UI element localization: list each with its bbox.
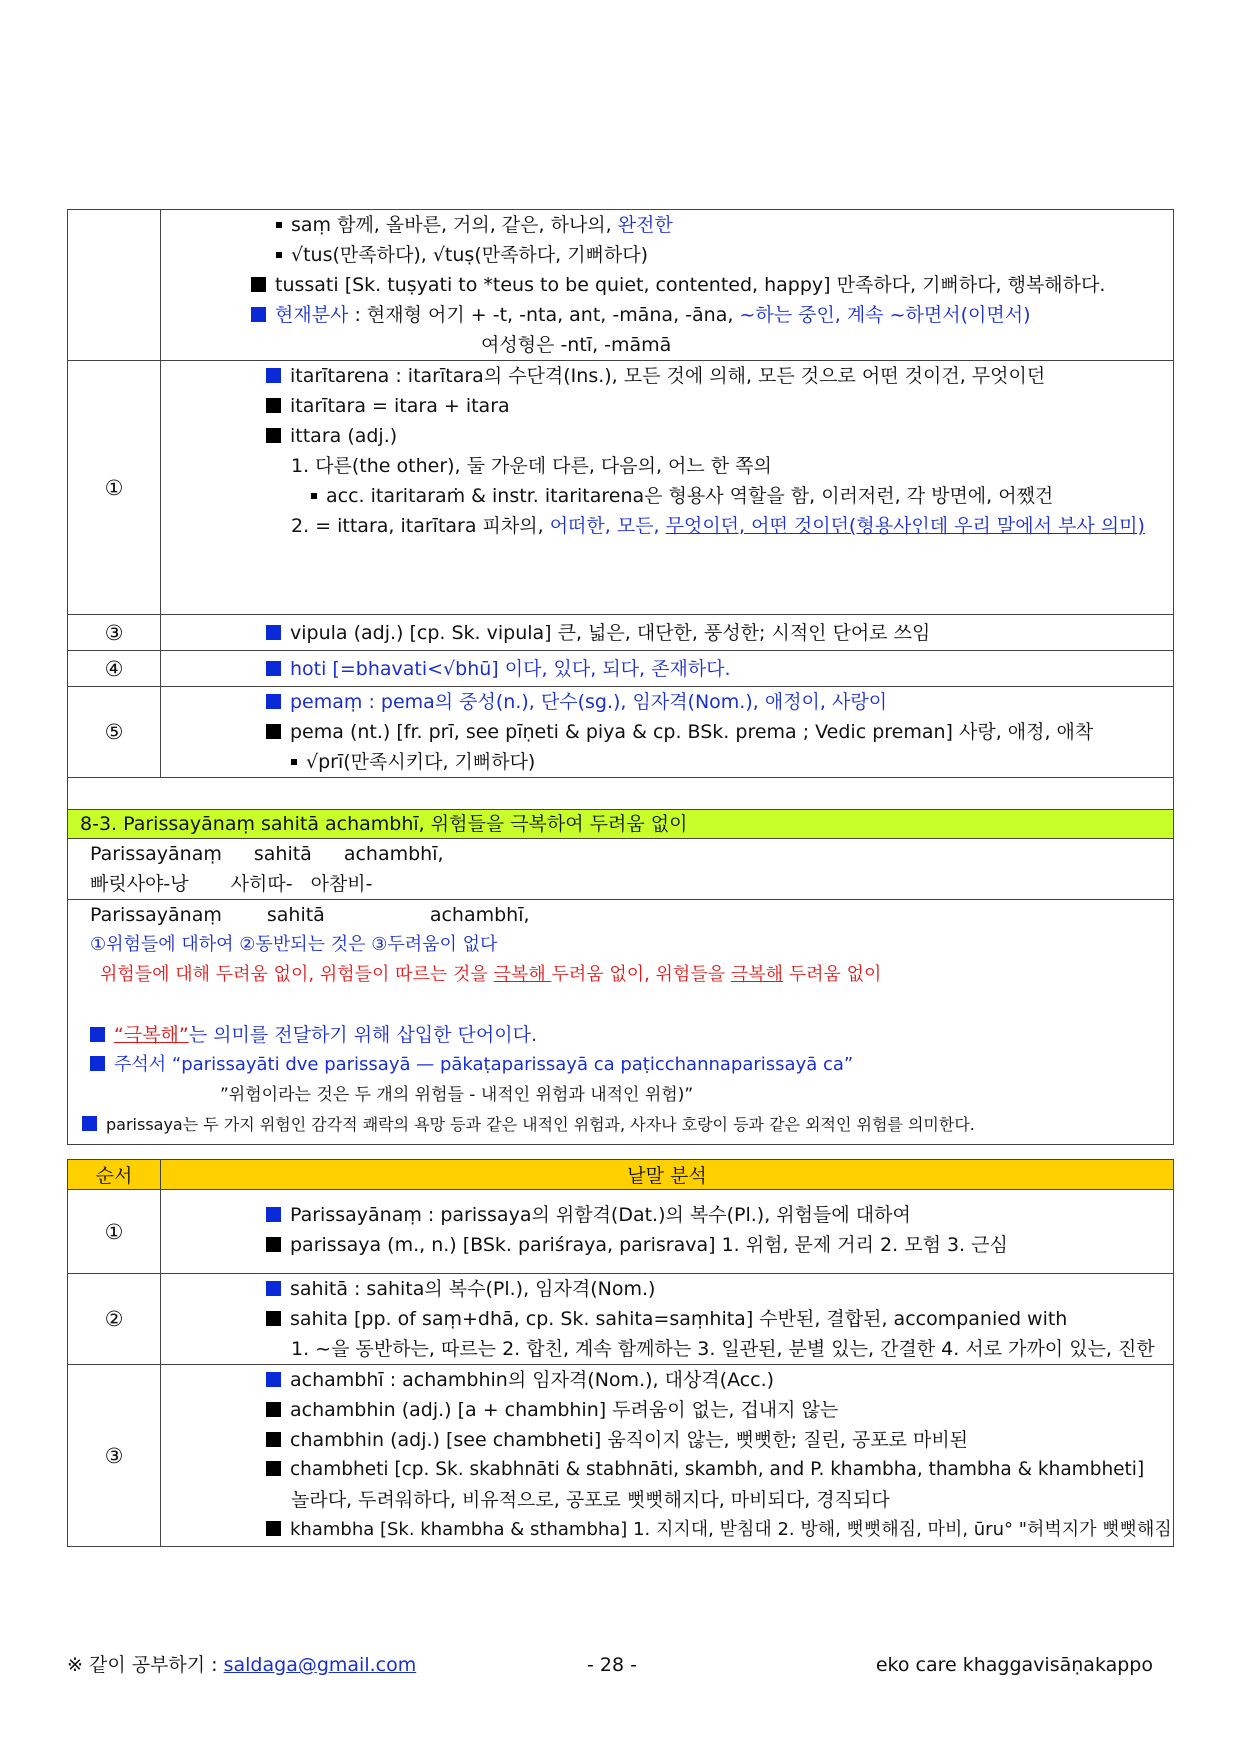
bullet-square-icon	[266, 1432, 281, 1447]
entry-line: hoti [=bhavati<√bhū] 이다, 있다, 되다, 존재하다.	[266, 654, 1173, 684]
korean-pronunciation: 빠릿사야-낭 사히따- 아참비-	[90, 873, 373, 895]
bullet-square-icon	[90, 1056, 105, 1071]
bullet-square-icon	[266, 1237, 281, 1252]
spacer-row	[68, 778, 1174, 810]
bullet-dot-icon	[311, 493, 317, 499]
word-gloss: ①위험들에 대하여 ②동반되는 것은 ③두려움이 없다	[90, 934, 498, 955]
section-header-row	[68, 810, 1174, 839]
content-cell	[161, 1274, 1174, 1365]
entry-line: achambhī : achambhin의 임자격(Nom.), 대상격(Acc.)	[266, 1365, 1173, 1395]
content-cell	[161, 651, 1174, 687]
entry-line: acc. itaritaraṁ & instr. itaritarena은 형용사 역할을 함, 이러저런, 각 방면에, 어쨌건	[266, 481, 1173, 511]
entry-line: achambhin (adj.) [a + chambhin] 두려움이 없는, 겁내지 않는	[266, 1395, 1173, 1425]
entry-line: 여성형은 -ntī, -māmā	[481, 334, 672, 356]
row-1	[68, 1190, 1174, 1274]
entry-line: 2. = ittara, itarītara 피차의, 어떠한, 모든, 무엇이던, 어떤 것이던(형용사인데 우리 말에서 부사 의미)	[291, 515, 1145, 537]
footer-study-together: ※ 같이 공부하기 : saldaga@gmail.com	[67, 1654, 417, 1676]
section-title: 8-3. Parissayānaṃ sahitā achambhī, 위험들을 극복하여 두려움 없이	[68, 810, 1174, 839]
entry-line: itarītarena : itarītara의 수단격(Ins.), 모든 것에 의해, 모든 것으로 어떤 것이건, 무엇이던	[266, 361, 1173, 391]
bullet-dot-icon	[291, 759, 297, 765]
bullet-square-icon	[266, 694, 281, 709]
bullet-square-icon	[251, 307, 266, 322]
entry-line: 놀라다, 두려워하다, 비유적으로, 공포로 뻣뻣해지다, 마비되다, 경직되다	[291, 1489, 890, 1511]
bullet-square-icon	[266, 1372, 281, 1387]
bullet-square-icon	[90, 1027, 105, 1042]
bullet-square-icon	[266, 661, 281, 676]
bullet-dot-icon	[276, 222, 282, 228]
page-footer	[67, 1650, 1173, 1680]
entry-line: vipula (adj.) [cp. Sk. vipula] 큰, 넓은, 대단한, 풍성한; 시적인 단어로 쓰임	[266, 618, 1173, 648]
entry-line: Parissayānaṃ : parissaya의 위함격(Dat.)의 복수(Pl.), 위험들에 대하여	[266, 1200, 1173, 1230]
row-number: ⑤	[68, 687, 161, 778]
note-line: ”위험이라는 것은 두 개의 위험들 - 내적인 위험과 내적인 위험)”	[220, 1085, 694, 1105]
row-4	[68, 651, 1174, 687]
entry-line: √prī(만족시키다, 기뻐하다)	[266, 747, 1173, 777]
header-order: 순서	[68, 1160, 161, 1190]
entry-line: tussati [Sk. tuṣyati to *teus to be quiet, contented, happy] 만족하다, 기뻐하다, 행복해하다.	[251, 270, 1173, 300]
row-number: ②	[68, 1274, 161, 1365]
row-1	[68, 361, 1174, 615]
entry-line: ittara (adj.)	[266, 421, 1173, 451]
content-cell	[161, 615, 1174, 651]
entry-line: chambheti [cp. Sk. skabhnāti & stabhnāti, skambh, and P. khambha, thambha & khambheti]	[266, 1455, 1173, 1485]
continuation-row	[68, 210, 1174, 361]
pali-words: Parissayānaṃ sahitā achambhī,	[90, 904, 530, 926]
entry-line: √tus(만족하다), √tuṣ(만족하다, 기뻐하다)	[276, 240, 1173, 270]
row-3	[68, 615, 1174, 651]
content-cell	[161, 361, 1174, 615]
content-cell	[161, 210, 1174, 361]
footer-email-link[interactable]: saldaga@gmail.com	[223, 1654, 417, 1676]
row-2	[68, 1274, 1174, 1365]
bullet-square-icon	[266, 1461, 281, 1476]
bullet-square-icon	[266, 1311, 281, 1326]
bullet-square-icon	[266, 398, 281, 413]
entry-line: itarītara = itara + itara	[266, 391, 1173, 421]
note-line: parissaya는 두 가지 위험인 감각적 쾌락의 욕망 등과 같은 내적인 위험과, 사자나 호랑이 등과 같은 외적인 위험를 의미한다.	[82, 1110, 1173, 1140]
entry-line: parissaya (m., n.) [BSk. pariśraya, parisrava] 1. 위험, 문제 거리 2. 모험 3. 근심	[266, 1230, 1173, 1260]
row-number: ③	[68, 1365, 161, 1547]
bullet-square-icon	[266, 724, 281, 739]
bullet-square-icon	[266, 1402, 281, 1417]
content-cell	[161, 1190, 1174, 1274]
entry-line: pemaṃ : pema의 중성(n.), 단수(sg.), 임자격(Nom.), 애정이, 사랑이	[266, 687, 1173, 717]
translation-row	[68, 900, 1174, 1145]
bullet-square-icon	[82, 1116, 97, 1131]
entry-line: sahita [pp. of saṃ+dhā, cp. Sk. sahita=saṃhita] 수반된, 결합된, accompanied with	[266, 1304, 1173, 1334]
note-line: “극복해”는 의미를 전달하기 위해 삽입한 단어이다.	[90, 1020, 1173, 1050]
translation-text: 위험들에 대해 두려움 없이, 위험들이 따르는 것을 극복해 두려움 없이, 위험들을 극복해 두려움 없이	[100, 964, 882, 985]
analysis-table-top	[67, 209, 1174, 1145]
row-3	[68, 1365, 1174, 1547]
number-cell	[68, 210, 161, 361]
entry-line: pema (nt.) [fr. prī, see pīṇeti & piya & cp. BSk. prema ; Vedic preman] 사랑, 애정, 애착	[266, 717, 1173, 747]
bullet-square-icon	[266, 1281, 281, 1296]
note-line: 주석서 “parissayāti dve parissayā — pākaṭaparissayā ca paṭicchannaparissayā ca”	[90, 1050, 1173, 1080]
bullet-square-icon	[266, 428, 281, 443]
row-number: ①	[68, 361, 161, 615]
bullet-square-icon	[251, 277, 266, 292]
entry-line: 1. ~을 동반하는, 따르는 2. 합친, 계속 함께하는 3. 일관된, 분별 있는, 간결한 4. 서로 가까이 있는, 진한	[291, 1338, 1155, 1360]
pali-words: Parissayānaṃ sahitā achambhī,	[90, 843, 444, 865]
row-5	[68, 687, 1174, 778]
entry-line: 1. 다른(the other), 둘 가운데 다른, 다음의, 어느 한 쪽의	[291, 455, 772, 477]
bullet-square-icon	[266, 1207, 281, 1222]
content-cell	[161, 1365, 1174, 1547]
entry-line: khambha [Sk. khambha & sthambha] 1. 지지대, 받침대 2. 방해, 뻣뻣해짐, 마비, ūru° "허벅지가 뻣뻣해짐	[266, 1515, 1173, 1545]
row-number: ④	[68, 651, 161, 687]
header-word-analysis: 낱말 분석	[161, 1160, 1174, 1190]
content-cell	[161, 687, 1174, 778]
bullet-square-icon	[266, 368, 281, 383]
entry-line: sahitā : sahita의 복수(Pl.), 임자격(Nom.)	[266, 1274, 1173, 1304]
bullet-dot-icon	[276, 252, 282, 258]
row-number: ①	[68, 1190, 161, 1274]
row-number: ③	[68, 615, 161, 651]
pronunciation-row	[68, 839, 1174, 900]
table-header-row	[68, 1160, 1174, 1190]
entry-line: chambhin (adj.) [see chambheti] 움직이지 않는, 뻣뻣한; 질린, 공포로 마비된	[266, 1425, 1173, 1455]
page-number: - 28 -	[587, 1654, 637, 1676]
analysis-table-bottom	[67, 1159, 1174, 1547]
footer-sutta-title: eko care khaggavisāṇakappo	[875, 1654, 1153, 1676]
entry-line: 현재분사 : 현재형 어기 + -t, -nta, ant, -māna, -āna, ~하는 중인, 계속 ~하면서(이면서)	[251, 300, 1173, 330]
bullet-square-icon	[266, 1521, 281, 1536]
bullet-square-icon	[266, 625, 281, 640]
entry-line: saṃ 함께, 올바른, 거의, 같은, 하나의, 완전한	[276, 210, 1173, 240]
